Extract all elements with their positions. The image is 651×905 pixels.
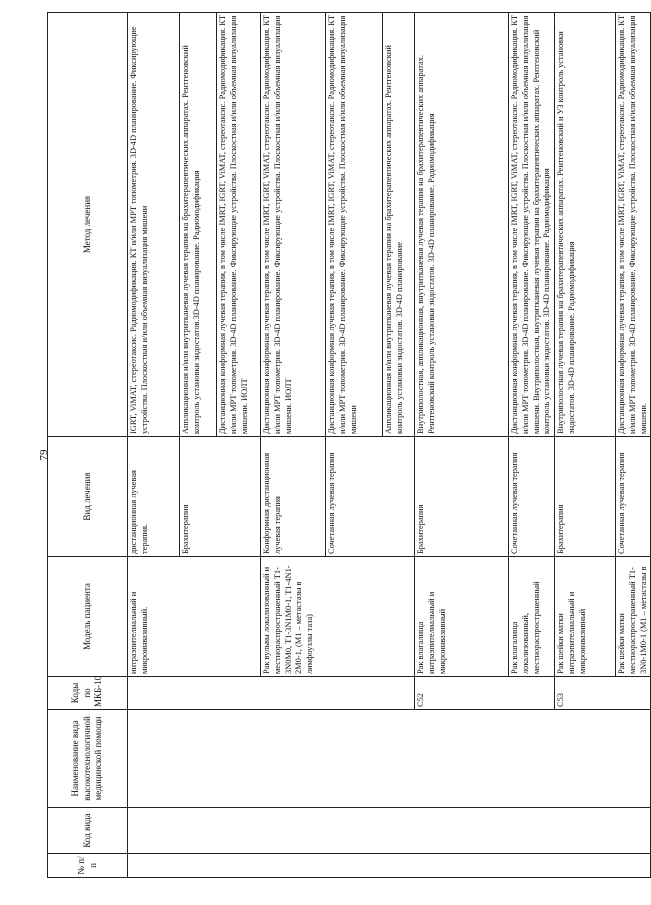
treatment-type-cell: Брахитерапия xyxy=(555,437,616,557)
patient-model-cell: Рак влагалища локализованный, местнораспространенный xyxy=(509,557,555,677)
treatment-type-cell: Сочетанная лучевая терапия xyxy=(616,437,651,557)
treatment-type-cell: Брахитерапия xyxy=(415,437,509,557)
icd-cell xyxy=(128,677,415,710)
treatment-type-cell: дистанционная лучевая терапия. xyxy=(128,437,180,557)
method-cell: Аппликационная и/или внутритканевая лучевая терапия на брахитерапевтических аппаратах. Рентгеновский контроль установки эндостатов.3D-4D планирование. Радиомодификация xyxy=(180,13,217,437)
treatment-type-cell: Брахитерапия xyxy=(180,437,261,557)
header-treatment-type: Вид лечения xyxy=(48,437,128,557)
type-name-cell xyxy=(128,710,651,808)
icd-cell: C52 xyxy=(415,677,555,710)
patient-model-cell: Рак шейки матки местнораспространенный T1-3N0-1M0-1 (M1 – метастазы в xyxy=(616,557,651,677)
method-cell: Дистанционная конформная лучевая терапия, в том числе IMRT, IGRT, ViMAT, стереотаксис. Радиомодификация. КТ и/или МРТ топометрия. 3D-4D планирование. Фиксирующие устройства. Плоскостная и/или объемная визуализация мишени. ИОЛТ xyxy=(217,13,261,437)
type-code-cell xyxy=(128,808,651,854)
method-cell: Внутриполостная лучевая терапия на брахитерапевтических аппаратах. Рентгеновский и УЗ контроль установки эндостатов. 3D-4D планирование. Радиомодификация xyxy=(555,13,616,437)
patient-model-cell: Рак вульвы локализованный и местнораспространенный T1-3N0M0, T1-3N1M0-1, T1-4N1-2M0-1, (M1 – метастазы в лимфоузлы таза) xyxy=(261,557,415,677)
method-cell: Внутриполостная, аппликационная, внутритканевая лучевая терапия на брахитерапевтических аппаратах. Рентгеновский контроль установки эндостатов. 3D-4D планирование. Радиомодификация xyxy=(415,13,509,437)
patient-model-cell: Рак влагалища интраэпителиальный и микроинвазивный xyxy=(415,557,509,677)
header-patient-model: Модель пациента xyxy=(48,557,128,677)
treatment-table xyxy=(47,12,651,878)
treatment-type-cell: Конформная дистанционная лучевая терапия xyxy=(261,437,326,557)
table-row xyxy=(128,13,180,878)
patient-model-cell: Рак шейки матки интраэпителиальный и микроинвазивный xyxy=(555,557,616,677)
method-cell: Дистанционная конформная лучевая терапия, в том числе IMRT, IGRT, ViMAT, стереотаксис. Радиомодификация. КТ и/или МРТ топометрия. 3D-4D планирование. Фиксирующие устройства. Плоскостная и/или объемная визуализация мишени. ИОЛТ xyxy=(261,13,326,437)
header-type-name: Наименование вида высокотехнологичной медицинской помощи xyxy=(48,710,128,808)
header-icd-codes: Коды по МКБ-10 xyxy=(48,677,128,710)
icd-cell: C53 xyxy=(555,677,651,710)
method-cell: IGRT, ViMAT, стереотаксис. Радиомодификация. КТ и/или МРТ топометрия. 3D-4D планирование. Фиксирующие устройства. Плоскостная и/или объемная визуализация мишени xyxy=(128,13,180,437)
patient-model-cell: интраэпителиальный и микроинвазивный. xyxy=(128,557,261,677)
method-cell: Дистанционная конформная лучевая терапия, в том числе IMRT, IGRT, ViMAT, стереотаксис. Радиомодификация. КТ и/или МРТ топометрия. 3D-4D планирование. Фиксирующие устройства. Плоскостная и/или объемная визуализация мишени. Внутриполостная, внутритканевая лучевая терапия на брахитерапевтических аппаратах. Рентгеновский контроль установки эндостатов. 3D-4D планирование. Радиомодификация xyxy=(509,13,555,437)
rotated-table-page xyxy=(47,13,648,878)
header-type-code: Код вида xyxy=(48,808,128,854)
treatment-type-cell: Сочетанная лучевая терапия xyxy=(326,437,415,557)
table-header-row xyxy=(48,13,128,878)
method-cell: Дистанционная конформная лучевая терапия, в том числе IMRT, IGRT, ViMAT, стереотаксис. Радиомодификация. КТ и/или МРТ топометрия. 3D-4D планирование. Фиксирующие устройства. Плоскостная и/или объемная визуализация мишени. xyxy=(616,13,651,437)
num-cell xyxy=(128,854,651,878)
method-cell: Дистанционная конформная лучевая терапия, в том числе IMRT, IGRT, ViMAT, стереотаксис. Радиомодификация. КТ и/или МРТ топометрия. 3D-4D планирование. Фиксирующие устройства. Плоскостная и/или объемная визуализация мишени xyxy=(326,13,383,437)
header-num: № п/п xyxy=(48,854,128,878)
method-cell: Аппликационная и/или внутритканевая лучевая терапия на брахитерапевтических аппаратах. Рентгеновский контроль установки эндостатов. 3D-4D планирование xyxy=(383,13,415,437)
page-number: 79 xyxy=(38,449,50,461)
header-method: Метод лечения xyxy=(48,13,128,437)
treatment-type-cell: Сочетанная лучевая терапия xyxy=(509,437,555,557)
